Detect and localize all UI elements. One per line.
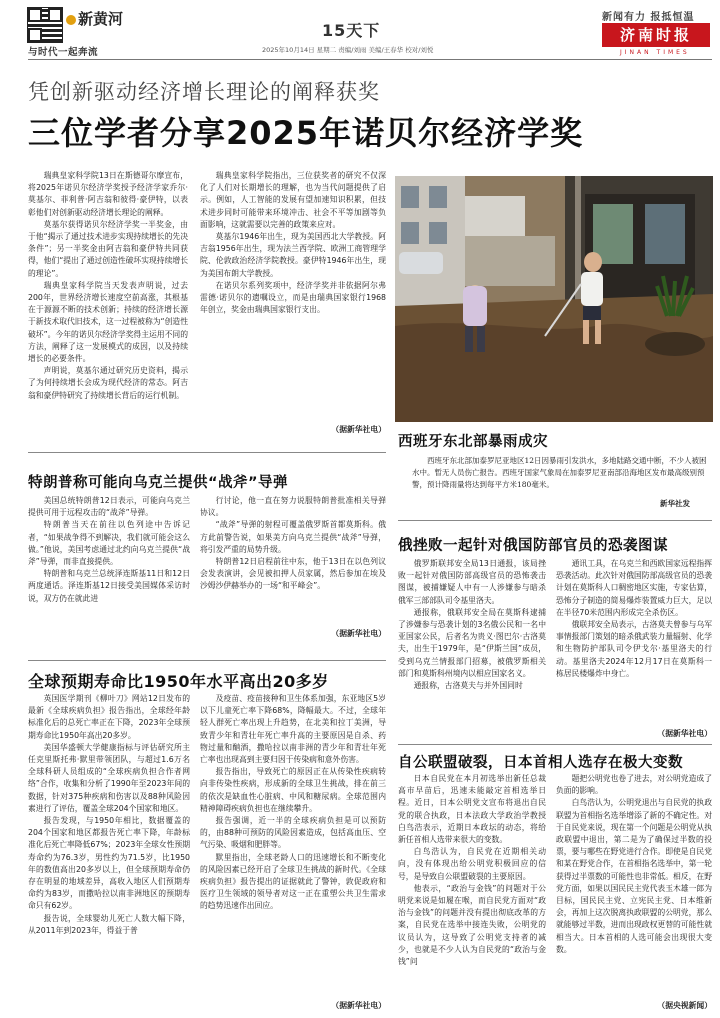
tomahawk-title[interactable]: 特朗普称可能向乌克兰提供“战斧”导弹 bbox=[28, 475, 289, 491]
paragraph: 题把公明党也卷了进去，对公明党造成了负面的影响。 bbox=[556, 774, 712, 796]
lifespan-column-2 bbox=[200, 693, 386, 999]
page-name: 15天下 bbox=[322, 21, 381, 40]
lifespan-source: （据新华社电） bbox=[331, 1001, 386, 1010]
photo-source: 新华社发 bbox=[660, 499, 690, 508]
paragraph: 他表示，“政治与金钱”的问题对于公明党来说是如履在喉，而自民党方面对“政治与金钱”的问题并没有提出彻底改革的方案，自民党在选举中接连失败，公明党的议员认为，这导致了公明党支持者的减少，也就是不少人认为自民党的“政治与金钱”问 bbox=[398, 883, 546, 967]
paragraph: 报告说，全球婴幼儿死亡人数大幅下降，从2011年到2023年，得益于普 bbox=[28, 913, 190, 935]
paragraph: “战斧”导弹的射程可覆盖俄罗斯首都莫斯科。俄方此前警告说，如果美方向乌克兰提供“战斧”导弹，将引发严重的局势升级。 bbox=[200, 520, 386, 554]
photo-caption: 西班牙东北部加泰罗尼亚地区12日因暴雨引发洪水，多地陆路交通中断，不少人被困水中。暂无人员伤亡报告。西班牙国家气象局在加泰罗尼亚南部沿海地区发布最高级别预警，预计降雨量将达到每平方米180毫米。 bbox=[412, 456, 707, 490]
paragraph: 默里指出，全球老龄人口的迅速增长和不断变化的风险因素已经开启了全球卫生挑战的新时代。《全球疾病负担》报告提出的证据就此了警钟，敦促政府和医疗卫生领域的领导者对这一正在重塑公共卫生需求的趋势迅速作出回应。 bbox=[200, 852, 386, 911]
japan-column-2 bbox=[556, 773, 712, 1001]
paragraph: 美国华盛顿大学健康指标与评估研究所主任克里斯托弗·默里带领团队，与超过1.6万名全球科研人员组成的“全球疾病负担合作者网络”合作，收集和分析了1990年至2023年间的数据，针对375种疾病和伤害以及88种风险因素进行了评估，覆盖全球204个国家和地区。 bbox=[28, 742, 190, 813]
qr-code-icon[interactable] bbox=[28, 8, 62, 42]
news-photo[interactable] bbox=[395, 176, 713, 422]
section-divider bbox=[28, 452, 386, 453]
paragraph: 在诺贝尔系列奖项中，经济学奖并非依据阿尔弗雷德·诺贝尔的遗嘱设立，而是由瑞典国家银行1968年创立，奖金由瑞典国家银行支出。 bbox=[200, 280, 386, 315]
photo-caption-title[interactable]: 西班牙东北部暴雨成灾 bbox=[398, 434, 548, 450]
paragraph: 行讨论，他一直在努力说服特朗普批准相关导弹协议。 bbox=[200, 496, 386, 518]
paragraph: 日本自民党在本月初选举出新任总裁高市早苗后，迅速未能敲定首相选举日程。近日，日本公明党文宣布将退出自民党的联合执政，日本法政大学政治学教授白鸟浩表示，近期日本政坛的动态，将给新任首相人选带来很大的变数。 bbox=[398, 774, 546, 845]
masthead-slogan: 新闻有力 报抵恒温 bbox=[602, 12, 695, 23]
dateline: 2025年10月14日 星期二 责编/刘雨 美编/王春华 校对/刘悦 bbox=[262, 46, 434, 54]
paragraph: 特朗普当天在前往以色列途中告诉记者，“如果战争得不到解决，我们就可能会这么做。”他说，美国考虑通过北约向乌克兰提供“战斧”导弹，而非直接提供。 bbox=[28, 520, 190, 567]
paragraph: 特朗普和乌克兰总统泽连斯基11日和12日两度通话。泽连斯基12日接受美国媒体采访时说，双方仍在就此进 bbox=[28, 569, 190, 603]
flood-street-illustration bbox=[395, 176, 713, 422]
paragraph: 报告指出，导致死亡的原因正在从传染性疾病转向非传染性疾病，形成新的全球卫生挑战，排在前三的依次是缺血性心脏病、中风和糖尿病。全球范围内精神障碍疾病负担也在继续攀升。 bbox=[200, 767, 386, 813]
section-divider bbox=[28, 660, 386, 661]
lifespan-title[interactable]: 全球预期寿命比1950年水平高出20多岁 bbox=[28, 672, 329, 691]
paragraph: 英国医学期刊《柳叶刀》网站12日发布的最新《全球疾病负担》报告指出，全球经年龄标准化后的总死亡率正在下降，2023年全球预期寿命比1950年高出20多岁。 bbox=[28, 694, 190, 740]
section-divider bbox=[398, 744, 712, 745]
paragraph: 莫基尔获得诺贝尔经济学奖一半奖金，由于他“揭示了通过技术进步实现持续增长的先决条件”；另一半奖金由阿吉翁和豪伊特共同获得，他们“提出了通过创造性破坏实现持续增长的理论”。 bbox=[28, 219, 188, 278]
brand-name: 新黄河 bbox=[78, 10, 124, 28]
russia-title[interactable]: 俄挫败一起针对俄国防部官员的恐袭图谋 bbox=[398, 538, 668, 554]
tomahawk-source: （据新华社电） bbox=[331, 629, 386, 638]
paragraph: 白鸟浩认为，公明党退出与自民党的执政联盟为首相指名选举增添了新的不确定性。对于自民党来说，现在第一个问题是公明党从执政联盟中退出，第二是为了确保过半数的投票，要与哪些在野党进行合作。即使是自民党和某在野党合作，在首相指名选举中，第一轮获得过半票数的可能性也非常低。相反，在野党方面，如果以国民民主党代表玉木雄一郎为目标，国民民主党、立宪民主党、日本维新会，再加上这次脱离执政联盟的公明党，那么就能够过半数，进而出现政权更替的可能性就相当大。日本首相的人选可能会出现很大变数。 bbox=[556, 798, 712, 954]
brand-logo bbox=[66, 8, 123, 29]
paragraph: 通报称，俄联邦安全局在莫斯科逮捕了涉嫌参与恐袭计划的3名俄公民和一名中亚国家公民，后者名为贵义·图巴尔·古洛莫夫，出生于1979年，是“伊斯兰国”成员，受到乌克兰情报部门招募，被俄罗斯相关部门和莫斯科州境内以相应国家名义。 bbox=[398, 607, 546, 678]
japan-title[interactable]: 自公联盟破裂，日本首相人选存在极大变数 bbox=[398, 755, 683, 771]
paragraph: 瑞典皇家科学院指出，三位获奖者的研究不仅深化了人们对长期增长的理解，也为当代问题提供了启示。例如，人工智能的发展有望加速知识积累，但技术进步同时可能带来环境冲击、社会不平等加剧等负面影响，这就需要以完善的政策来应对。 bbox=[200, 171, 386, 229]
russia-column-2 bbox=[556, 558, 712, 726]
paragraph: 瑞典皇家科学院13日在斯德哥尔摩宣布，将2025年诺贝尔经济学奖授予经济学家乔尔·莫基尔、菲利普·阿吉翁和彼得·豪伊特，以表彰他们对创新驱动经济增长理论的阐释。 bbox=[28, 171, 188, 217]
paragraph: 通讯工具，在乌克兰和西欧国家远程指挥恐袭活动。此次针对俄国防部高级官员的恐袭计划在莫斯科人口稠密地区实施，专家估算，恐怖分子制造的简易爆炸装置威力巨大，足以在半径70米范围内形成完全杀伤区。 bbox=[556, 559, 712, 617]
paragraph: 俄罗斯联邦安全局13日通报，该局挫败一起针对俄国防部高级官员的恐怖袭击图谋，被捕嫌疑人中有一人涉嫌参与暗杀俄军三部部队司令基里洛夫。 bbox=[398, 559, 546, 605]
lead-headline[interactable]: 三位学者分享2025年诺贝尔经济学奖 bbox=[28, 114, 584, 152]
paragraph: 莫基尔1946年出生，现为美国西北大学教授。阿吉翁1956年出生，现为法兰西学院、欧洲工商管理学院、伦敦政治经济学院教授。豪伊特1946年出生，现为美国布朗大学教授。 bbox=[200, 232, 386, 278]
page-header bbox=[0, 0, 720, 62]
masthead-logo: 济南时报 bbox=[602, 23, 710, 47]
tomahawk-column-1 bbox=[28, 495, 190, 640]
paragraph: 通报称，古洛莫夫与并外国同时 bbox=[413, 681, 523, 691]
japan-source: （据央视新闻） bbox=[657, 1001, 712, 1010]
section-divider bbox=[398, 520, 712, 521]
masthead-subtitle: JINAN TIMES bbox=[620, 49, 690, 56]
paragraph: 特朗普12日启程前往中东，他于13日在以色列议会发表演讲，会见被扣押人员家属，然后参加在埃及沙姆沙伊赫举办的一场“和平峰会”。 bbox=[200, 557, 386, 591]
paragraph: 及疫苗、疫苗接种和卫生体系加强，东亚地区5岁以下儿童死亡率下降68%，降幅最大。不过，全球年轻人群死亡率出现上升趋势，在北美和拉丁美洲，导致青少年和青壮年死亡率升高的主要原因是自杀、药物过量和酗酒，撒哈拉以南非洲的青少年和青壮年死亡率也出现高到主要归因于传染病和意外伤害。 bbox=[200, 694, 386, 765]
lead-column-2 bbox=[200, 170, 386, 438]
brand-dot-icon bbox=[66, 15, 76, 25]
russia-column-1 bbox=[398, 558, 546, 738]
paragraph: 白鸟浩认为，自民党在近期相关动向，没有体现出给公明党积极回应的信号，是导致自公联盟破裂的主要原因。 bbox=[398, 847, 546, 881]
header-divider bbox=[28, 59, 712, 60]
russia-source: （据新华社电） bbox=[657, 729, 712, 738]
japan-column-1 bbox=[398, 773, 546, 1011]
paragraph: 报告强调，近一半的全球疾病负担是可以预防的，由88种可预防的风险因素造成，包括高血压、空气污染、吸烟和肥胖等。 bbox=[200, 816, 386, 850]
lifespan-column-1 bbox=[28, 693, 190, 1011]
lead-source: （据新华社电） bbox=[331, 425, 386, 434]
paragraph: 报告发现，与1950年相比，数据覆盖的204个国家和地区都报告死亡率下降，年龄标准化后死亡率降低67%；2023年全球女性预期寿命约为76.3岁，男性约为71.5岁，比1950年的数值高出20多岁以上，但全球预期寿命仍存在明显的地域差异，高收入地区人们预期寿命约为83岁，而撒哈拉以南非洲地区的预期寿命只有62岁。 bbox=[28, 816, 190, 911]
lead-kicker: 凭创新驱动经济增长理论的阐释获奖 bbox=[28, 80, 380, 104]
paragraph: 瑞典皇家科学院当天发表声明说，过去200年，世界经济增长速度空前高涨，其根基在于源源不断的技术创新；持续的经济增长源于新技术取代旧技术，这一过程被称为“创造性破坏”。今年的诺贝尔经济学奖得主运用不同的方法，阐释了这一发展模式的成因，以及持续增长的必要条件。 bbox=[28, 280, 188, 364]
paragraph: 声明说，莫基尔通过研究历史资料，揭示了为何持续增长会成为现代经济的常态。阿吉翁和豪伊特研究了持续增长背后的运行机制。 bbox=[28, 366, 188, 400]
brand-slogan: 与时代一起奔流 bbox=[28, 47, 99, 58]
paragraph: 美国总统特朗普12日表示，可能向乌克兰提供可用于远程攻击的“战斧”导弹。 bbox=[28, 496, 190, 518]
lead-column-1 bbox=[28, 170, 188, 438]
paragraph: 俄联邦安全局表示，古洛莫夫曾参与乌军事情报部门策划的暗杀俄武装力量辐射、化学和生物防护部队司令伊戈尔·基里洛夫的行动。基里洛夫2024年12月17日在莫斯科一栋居民楼爆炸中身亡。 bbox=[556, 620, 712, 678]
tomahawk-column-2 bbox=[200, 495, 386, 623]
